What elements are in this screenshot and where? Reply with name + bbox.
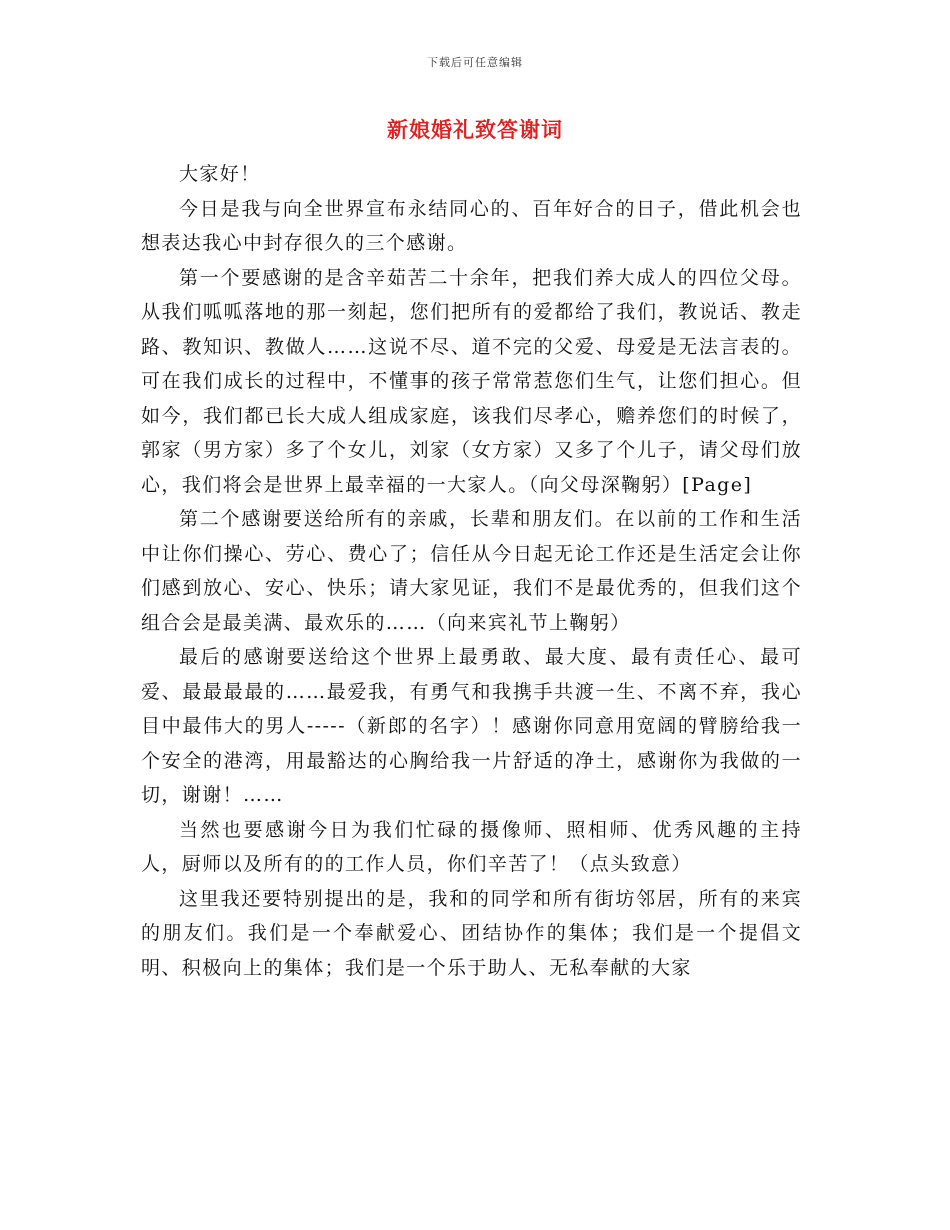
paragraph-intro: 今日是我与向全世界宣布永结同心的、百年好合的日子，借此机会也想表达我心中封存很久的三个感谢。	[141, 197, 802, 254]
paragraph-thanks-staff: 当然也要感谢今日为我们忙碌的摄像师、照相师、优秀风趣的主持人，厨师以及所有的的工作人员，你们辛苦了！（点头致意）	[141, 818, 802, 875]
paragraph-thanks-relatives: 第二个感谢要送给所有的亲戚，长辈和朋友们。在以前的工作和生活中让你们操心、劳心、费心了；信任从今日起无论工作还是生活定会让你们感到放心、安心、快乐；请大家见证，我们不是最优秀的，但我们这个组合会是最美满、最欢乐的……（向来宾礼节上鞠躬）	[141, 508, 802, 634]
document-title: 新娘婚礼致答谢词	[387, 118, 563, 142]
download-note: 下载后可任意编辑	[427, 56, 523, 69]
paragraph-thanks-guests: 这里我还要特别提出的是，我和的同学和所有街坊邻居，所有的来宾的朋友们。我们是一个奉献爱心、团结协作的集体；我们是一个提倡文明、积极向上的集体；我们是一个乐于助人、无私奉献的大家	[141, 887, 802, 979]
paragraph-greeting: 大家好！	[179, 163, 261, 185]
paragraph-thanks-parents: 第一个要感谢的是含辛茹苦二十余年，把我们养大成人的四位父母。从我们呱呱落地的那一刻起，您们把所有的爱都给了我们，教说话、教走路、教知识、教做人……这说不尽、道不完的父爱、母爱是无法言表的。可在我们成长的过程中，不懂事的孩子常常惹您们生气，让您们担心。但如今，我们都已长大成人组成家庭，该我们尽孝心，赡养您们的时候了，郭家（男方家）多了个女儿，刘家（女方家）又多了个儿子，请父母们放心，我们将会是世界上最幸福的一大家人。（向父母深鞠躬）[Page]	[141, 266, 802, 496]
document-body	[141, 157, 802, 985]
paragraph-thanks-groom: 最后的感谢要送给这个世界上最勇敢、最大度、最有责任心、最可爱、最最最最的……最爱我，有勇气和我携手共渡一生、不离不弃，我心目中最伟大的男人-----（新郎的名字）！感谢你同意用宽阔的臂膀给我一个安全的港湾，用最豁达的心胸给我一片舒适的净土，感谢你为我做的一切，谢谢！……	[141, 646, 802, 806]
